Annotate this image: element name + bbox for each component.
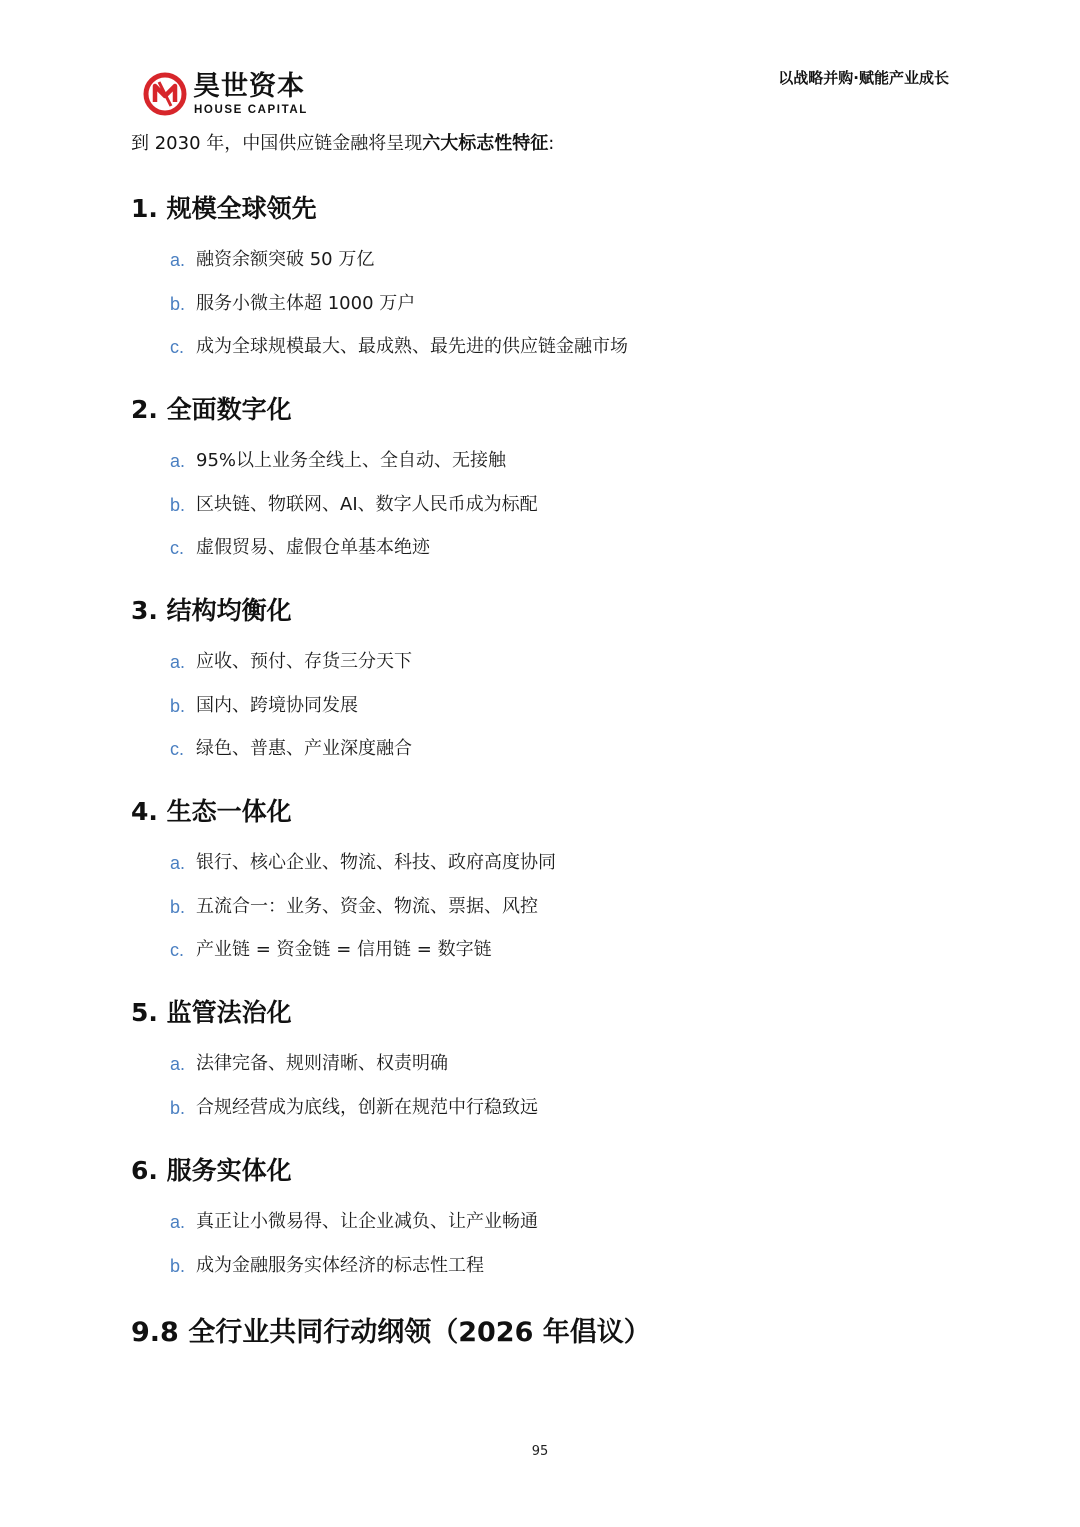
section-5 [131, 997, 961, 1138]
section-list [131, 649, 961, 780]
list-item [131, 448, 961, 492]
list-item [131, 535, 961, 579]
intro-paragraph [131, 131, 554, 157]
list-item [131, 693, 961, 737]
list-item [131, 1095, 961, 1139]
list-item-text: 国内、跨境协同发展 [196, 694, 358, 716]
list-marker: c. [170, 940, 185, 960]
logo-chinese-name: 昊世资本 [193, 71, 305, 102]
section-heading: 3. 结构均衡化 [131, 596, 292, 625]
list-marker: c. [170, 337, 185, 357]
list-marker: c. [170, 538, 185, 558]
list-item-text: 服务小微主体超 1000 万户 [196, 292, 416, 314]
list-item-text: 95%以上业务全线上、全自动、无接触 [196, 450, 507, 471]
list-item [131, 937, 961, 981]
list-item [131, 334, 961, 378]
section-3 [131, 595, 961, 780]
section-6 [131, 1155, 961, 1296]
section-heading: 4. 生态一体化 [131, 797, 292, 826]
list-item [131, 1051, 961, 1095]
section-2 [131, 394, 961, 579]
list-item [131, 247, 961, 291]
list-marker: a. [170, 853, 186, 873]
section-list [131, 448, 961, 579]
intro-suffix: : [548, 133, 555, 154]
list-item-text: 银行、核心企业、物流、科技、政府高度协同 [196, 852, 556, 873]
header-tagline: 以战略并购·赋能产业成长 [778, 69, 949, 87]
list-marker: b. [170, 1097, 186, 1118]
list-item-text: 虚假贸易、虚假仓单基本绝迹 [196, 537, 430, 558]
list-marker: b. [170, 494, 186, 515]
intro-prefix: 到 2030 年，中国供应链金融将呈现 [131, 133, 423, 154]
list-item [131, 736, 961, 780]
section-heading: 6. 服务实体化 [131, 1156, 292, 1185]
list-item-text: 成为金融服务实体经济的标志性工程 [196, 1254, 484, 1276]
list-item-text: 真正让小微易得、让企业减负、让产业畅通 [196, 1211, 538, 1232]
list-marker: b. [170, 1255, 186, 1276]
list-marker: a. [170, 451, 186, 471]
chapter-heading: 9.8 全行业共同行动纲领（2026 年倡议） [131, 1317, 651, 1348]
list-item-text: 法律完备、规则清晰、权责明确 [196, 1053, 448, 1074]
list-marker: a. [170, 1054, 186, 1074]
list-item-text: 绿色、普惠、产业深度融合 [196, 738, 412, 759]
list-item [131, 850, 961, 894]
list-item-text: 区块链、物联网、AI、数字人民币成为标配 [196, 493, 538, 515]
logo-emblem-icon [143, 72, 187, 116]
list-item [131, 1253, 961, 1297]
page-number: 95 [531, 1444, 549, 1459]
list-item [131, 894, 961, 938]
section-heading: 2. 全面数字化 [131, 395, 292, 424]
list-item-text: 五流合一：业务、资金、物流、票据、风控 [196, 895, 538, 917]
intro-bold: 六大标志性特征 [422, 133, 549, 154]
list-item-text: 成为全球规模最大、最成熟、最先进的供应链金融市场 [196, 336, 628, 357]
list-item [131, 291, 961, 335]
section-list [131, 247, 961, 378]
section-1 [131, 193, 961, 378]
list-item [131, 649, 961, 693]
list-marker: a. [170, 652, 186, 672]
list-marker: b. [170, 695, 186, 716]
section-heading: 5. 监管法治化 [131, 998, 292, 1027]
section-heading: 1. 规模全球领先 [131, 194, 317, 223]
page-header [0, 0, 1080, 130]
section-list [131, 850, 961, 981]
section-list [131, 1209, 961, 1296]
section-4 [131, 796, 961, 981]
list-marker: c. [170, 739, 185, 759]
section-list [131, 1051, 961, 1138]
list-marker: b. [170, 896, 186, 917]
list-item [131, 1209, 961, 1253]
list-marker: a. [170, 250, 186, 270]
list-item-text: 产业链 = 资金链 = 信用链 = 数字链 [196, 939, 492, 960]
list-marker: a. [170, 1212, 186, 1232]
list-marker: b. [170, 293, 186, 314]
logo-english-name: HOUSE CAPITAL [194, 104, 308, 116]
list-item [131, 492, 961, 536]
house-capital-logo [143, 70, 313, 120]
list-item-text: 合规经营成为底线，创新在规范中行稳致远 [196, 1096, 538, 1118]
list-item-text: 应收、预付、存货三分天下 [196, 651, 412, 672]
list-item-text: 融资余额突破 50 万亿 [196, 249, 375, 270]
